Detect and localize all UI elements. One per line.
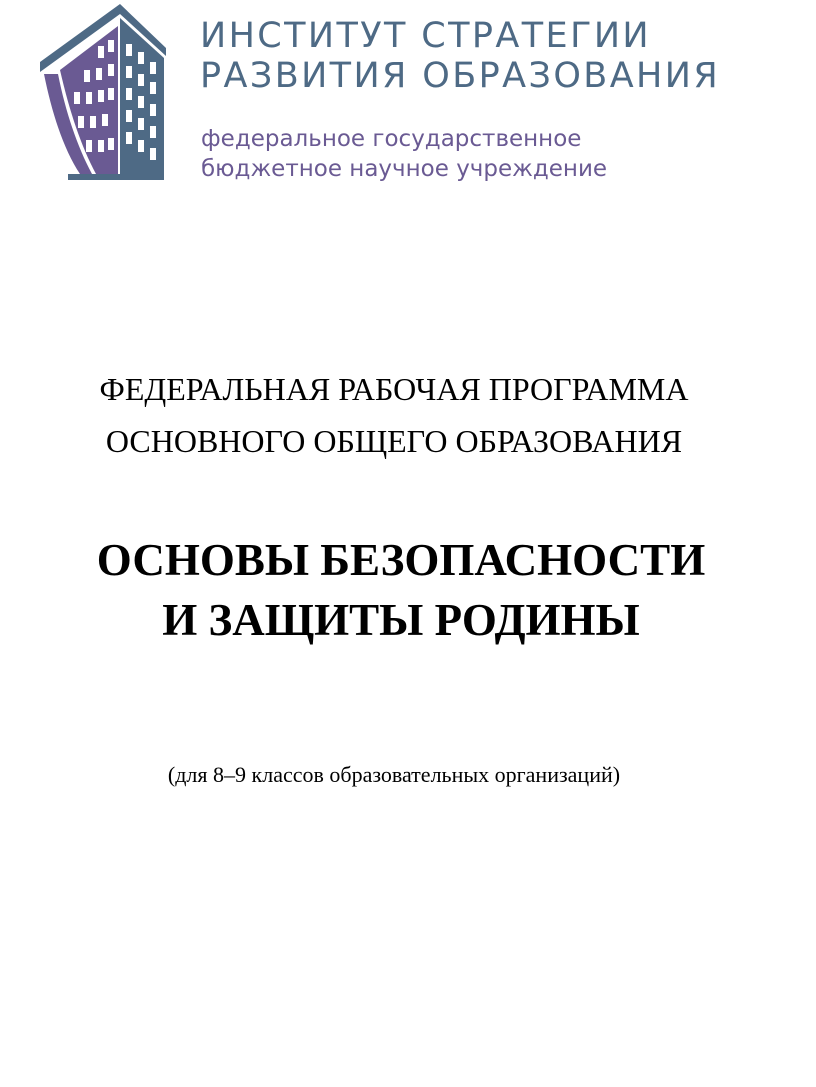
subject-title: [0, 530, 802, 650]
grades-note: (для 8–9 классов образовательных организаций): [167, 762, 621, 787]
subject-title-line2: И ЗАЩИТЫ РОДИНЫ: [162, 595, 640, 645]
org-name-line1: ИНСТИТУТ СТРАТЕГИИ: [200, 16, 651, 56]
org-name-line2: РАЗВИТИЯ ОБРАЗОВАНИЯ: [200, 56, 721, 96]
org-type-line1: федеральное государственное: [201, 126, 582, 152]
program-title: [0, 363, 788, 467]
subject-title-line1: ОСНОВЫ БЕЗОПАСНОСТИ: [96, 535, 706, 585]
building-logo-icon: [38, 4, 168, 182]
program-title-line2: ОСНОВНОГО ОБЩЕГО ОБРАЗОВАНИЯ: [105, 423, 683, 459]
header: [0, 0, 816, 200]
org-name: [200, 16, 720, 96]
program-title-line1: ФЕДЕРАЛЬНАЯ РАБОЧАЯ ПРОГРАММА: [99, 371, 689, 407]
org-type: [201, 124, 607, 184]
org-type-line2: бюджетное научное учреждение: [201, 156, 608, 182]
